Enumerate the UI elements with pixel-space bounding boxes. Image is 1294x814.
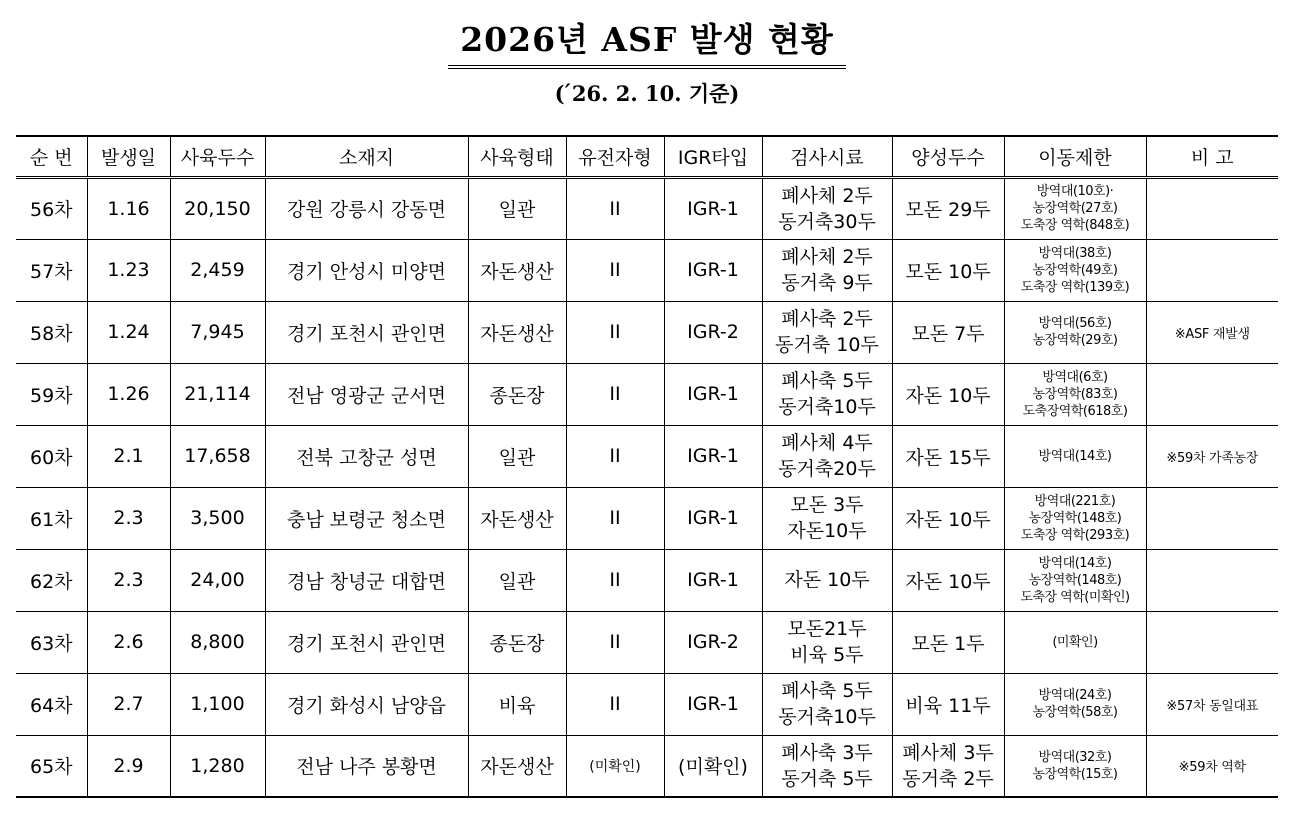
cell-note [1146,549,1278,611]
cell-movement-line: 농장역학(27호) [1032,201,1118,216]
cell-positive [892,611,1004,673]
cell-count: 1,280 [170,735,265,797]
cell-sample [762,673,892,735]
cell-positive-line: 모돈 10두 [905,260,991,283]
cell-sample-line: 자돈 10두 [784,569,870,591]
cell-seq: 61차 [16,487,87,549]
cell-sample-line: 폐사축 5두 [781,370,873,392]
cell-date: 1.24 [87,301,170,363]
cell-type: 일관 [468,425,566,487]
header-sample: 검사시료 [762,136,892,177]
cell-seq: 58차 [16,301,87,363]
cell-igr: IGR-1 [664,239,762,301]
cell-genotype: II [566,611,664,673]
cell-date: 1.16 [87,177,170,239]
cell-location: 전남 나주 봉황면 [265,735,468,797]
cell-note: ※59차 역학 [1146,735,1278,797]
cell-movement-line: 도축장역학(618호) [1022,403,1128,419]
cell-sample [762,239,892,301]
cell-type: 자돈생산 [468,239,566,301]
cell-type: 비육 [468,673,566,735]
cell-movement-line: 농장역학(148호) [1028,572,1122,588]
cell-genotype: II [566,363,664,425]
cell-genotype: II [566,177,664,239]
cell-movement [1004,177,1146,239]
header-date: 발생일 [87,136,170,177]
asf-outbreak-table [16,135,1278,798]
cell-sample-line: 동거축 5두 [781,767,873,790]
cell-genotype: II [566,301,664,363]
table-row [16,735,1278,797]
cell-positive-line: 동거축 2두 [902,767,994,790]
cell-seq: 64차 [16,673,87,735]
cell-sample [762,611,892,673]
cell-type: 일관 [468,177,566,239]
cell-movement-line: 방역대(221호) [1034,493,1116,509]
cell-positive [892,673,1004,735]
cell-count: 20,150 [170,177,265,239]
cell-location: 경기 포천시 관인면 [265,611,468,673]
cell-movement-line: 방역대(14호) [1038,555,1112,571]
cell-movement [1004,425,1146,487]
cell-sample [762,363,892,425]
cell-genotype: II [566,239,664,301]
cell-movement [1004,239,1146,301]
cell-sample-line: 자돈10두 [787,520,867,542]
cell-positive [892,301,1004,363]
cell-location: 경기 화성시 남양읍 [265,673,468,735]
cell-seq: 63차 [16,611,87,673]
cell-movement [1004,301,1146,363]
cell-movement [1004,549,1146,611]
cell-positive-line: 자돈 10두 [905,384,991,407]
cell-count: 21,114 [170,363,265,425]
cell-count: 7,945 [170,301,265,363]
cell-sample-line: 동거축10두 [778,706,876,728]
cell-date: 2.1 [87,425,170,487]
cell-seq: 60차 [16,425,87,487]
cell-movement-line: 방역대(14호) [1038,448,1112,464]
cell-movement-line: 농장역학(148호) [1028,510,1122,526]
table-row [16,425,1278,487]
cell-igr: IGR-1 [664,487,762,549]
cell-location: 전남 영광군 군서면 [265,363,468,425]
table-header-row [16,136,1278,177]
cell-positive-line: 자돈 10두 [905,508,991,531]
cell-sample-line: 동거축20두 [778,458,876,480]
cell-seq: 57차 [16,239,87,301]
cell-date: 1.26 [87,363,170,425]
cell-sample-line: 동거축10두 [778,396,876,418]
cell-sample [762,735,892,797]
cell-igr: IGR-1 [664,673,762,735]
cell-igr: IGR-1 [664,549,762,611]
cell-sample-line: 폐사체 4두 [781,432,873,454]
cell-type: 종돈장 [468,363,566,425]
page-subtitle: ( ́26. 2. 10. 기준) [554,81,740,106]
cell-count: 24,00 [170,549,265,611]
cell-positive [892,425,1004,487]
cell-date: 2.3 [87,487,170,549]
cell-movement-line: 농장역학(58호) [1032,705,1118,720]
cell-note [1146,177,1278,239]
table-row [16,487,1278,549]
cell-seq: 59차 [16,363,87,425]
table-row [16,549,1278,611]
cell-movement-line: 방역대(32호) [1038,749,1112,765]
cell-location: 충남 보령군 청소면 [265,487,468,549]
cell-positive [892,239,1004,301]
cell-count: 2,459 [170,239,265,301]
cell-type: 종돈장 [468,611,566,673]
cell-sample-line: 폐사체 2두 [781,184,873,207]
cell-date: 2.3 [87,549,170,611]
cell-movement-line: 농장역학(29호) [1032,333,1118,348]
cell-igr: IGR-2 [664,301,762,363]
cell-type: 자돈생산 [468,301,566,363]
table-row [16,239,1278,301]
cell-date: 1.23 [87,239,170,301]
cell-movement-line: 도축장 역학(미확인) [1020,589,1130,605]
table-row [16,363,1278,425]
cell-type: 자돈생산 [468,487,566,549]
table-row [16,177,1278,239]
cell-genotype: II [566,549,664,611]
cell-movement-line: (미확인) [1052,634,1098,650]
cell-genotype: II [566,487,664,549]
cell-positive-line: 자돈 10두 [905,570,991,593]
cell-sample-line: 비육 5두 [790,644,864,666]
cell-movement [1004,735,1146,797]
cell-sample-line: 동거축 9두 [781,272,873,294]
cell-note: ※57차 동일대표 [1146,673,1278,735]
header-positive: 양성두수 [892,136,1004,177]
cell-positive-line: 비육 11두 [905,694,991,717]
cell-positive [892,177,1004,239]
cell-genotype: (미확인) [566,735,664,797]
cell-sample [762,425,892,487]
cell-movement-line: 도축장 역학(139호) [1020,279,1130,295]
cell-type: 일관 [468,549,566,611]
cell-positive [892,735,1004,797]
cell-positive [892,487,1004,549]
cell-sample-line: 동거축 10두 [775,334,879,356]
cell-count: 3,500 [170,487,265,549]
cell-movement-line: 도축장 역학(848호) [1020,218,1130,233]
cell-date: 2.7 [87,673,170,735]
cell-movement [1004,487,1146,549]
cell-note [1146,239,1278,301]
header-movement: 이동제한 [1004,136,1146,177]
cell-igr: IGR-2 [664,611,762,673]
cell-sample [762,301,892,363]
cell-count: 1,100 [170,673,265,735]
cell-note [1146,363,1278,425]
cell-location: 강원 강릉시 강동면 [265,177,468,239]
table-row [16,673,1278,735]
cell-sample-line: 폐사축 5두 [781,680,873,702]
cell-movement-line: 농장역학(15호) [1032,766,1118,782]
cell-positive [892,549,1004,611]
cell-positive-line: 모돈 1두 [911,632,985,655]
table-row [16,301,1278,363]
title-wrap [0,18,1294,69]
cell-date: 2.6 [87,611,170,673]
cell-positive [892,363,1004,425]
cell-sample [762,549,892,611]
cell-note: ※ASF 재발생 [1146,301,1278,363]
cell-movement-line: 방역대(38호) [1038,245,1112,261]
cell-sample [762,177,892,239]
cell-sample-line: 폐사축 2두 [781,308,873,330]
cell-location: 경기 포천시 관인면 [265,301,468,363]
cell-positive-line: 모돈 7두 [911,322,985,345]
cell-movement [1004,611,1146,673]
header-seq: 순 번 [16,136,87,177]
cell-movement-line: 방역대(6호) [1042,369,1108,385]
cell-movement-line: 방역대(24호) [1038,688,1112,703]
cell-igr: IGR-1 [664,425,762,487]
page-title: 2026년 ASF 발생 현황 [448,18,846,69]
cell-sample-line: 동거축30두 [778,210,876,233]
header-count: 사육두수 [170,136,265,177]
cell-igr: (미확인) [664,735,762,797]
cell-sample-line: 폐사체 2두 [781,246,873,268]
cell-igr: IGR-1 [664,177,762,239]
cell-type: 자돈생산 [468,735,566,797]
cell-igr: IGR-1 [664,363,762,425]
cell-seq: 65차 [16,735,87,797]
cell-location: 경기 안성시 미양면 [265,239,468,301]
cell-date: 2.9 [87,735,170,797]
cell-positive-line: 폐사체 3두 [902,741,994,764]
cell-positive-line: 자돈 15두 [905,446,991,469]
header-type: 사육형태 [468,136,566,177]
header-genotype: 유전자형 [566,136,664,177]
cell-sample-line: 모돈 3두 [790,494,864,516]
cell-seq: 56차 [16,177,87,239]
cell-note: ※59차 가족농장 [1146,425,1278,487]
cell-genotype: II [566,425,664,487]
cell-note [1146,611,1278,673]
header-location: 소재지 [265,136,468,177]
cell-movement-line: 농장역학(49호) [1032,262,1118,278]
cell-positive-line: 모돈 29두 [905,199,991,221]
cell-sample-line: 폐사축 3두 [781,741,873,764]
table-row [16,611,1278,673]
cell-location: 전북 고창군 성면 [265,425,468,487]
cell-movement-line: 농장역학(83호) [1032,386,1118,402]
cell-sample [762,487,892,549]
cell-note [1146,487,1278,549]
cell-count: 17,658 [170,425,265,487]
cell-movement-line: 방역대(10호)· [1036,184,1114,199]
cell-movement [1004,673,1146,735]
table-body [16,177,1278,797]
cell-count: 8,800 [170,611,265,673]
cell-location: 경남 창녕군 대합면 [265,549,468,611]
cell-movement-line: 방역대(56호) [1038,316,1112,331]
cell-seq: 62차 [16,549,87,611]
cell-movement-line: 도축장 역학(293호) [1020,527,1130,543]
cell-sample-line: 모돈21두 [787,618,867,640]
header-igr: IGR타입 [664,136,762,177]
cell-genotype: II [566,673,664,735]
header-note: 비 고 [1146,136,1278,177]
cell-movement [1004,363,1146,425]
